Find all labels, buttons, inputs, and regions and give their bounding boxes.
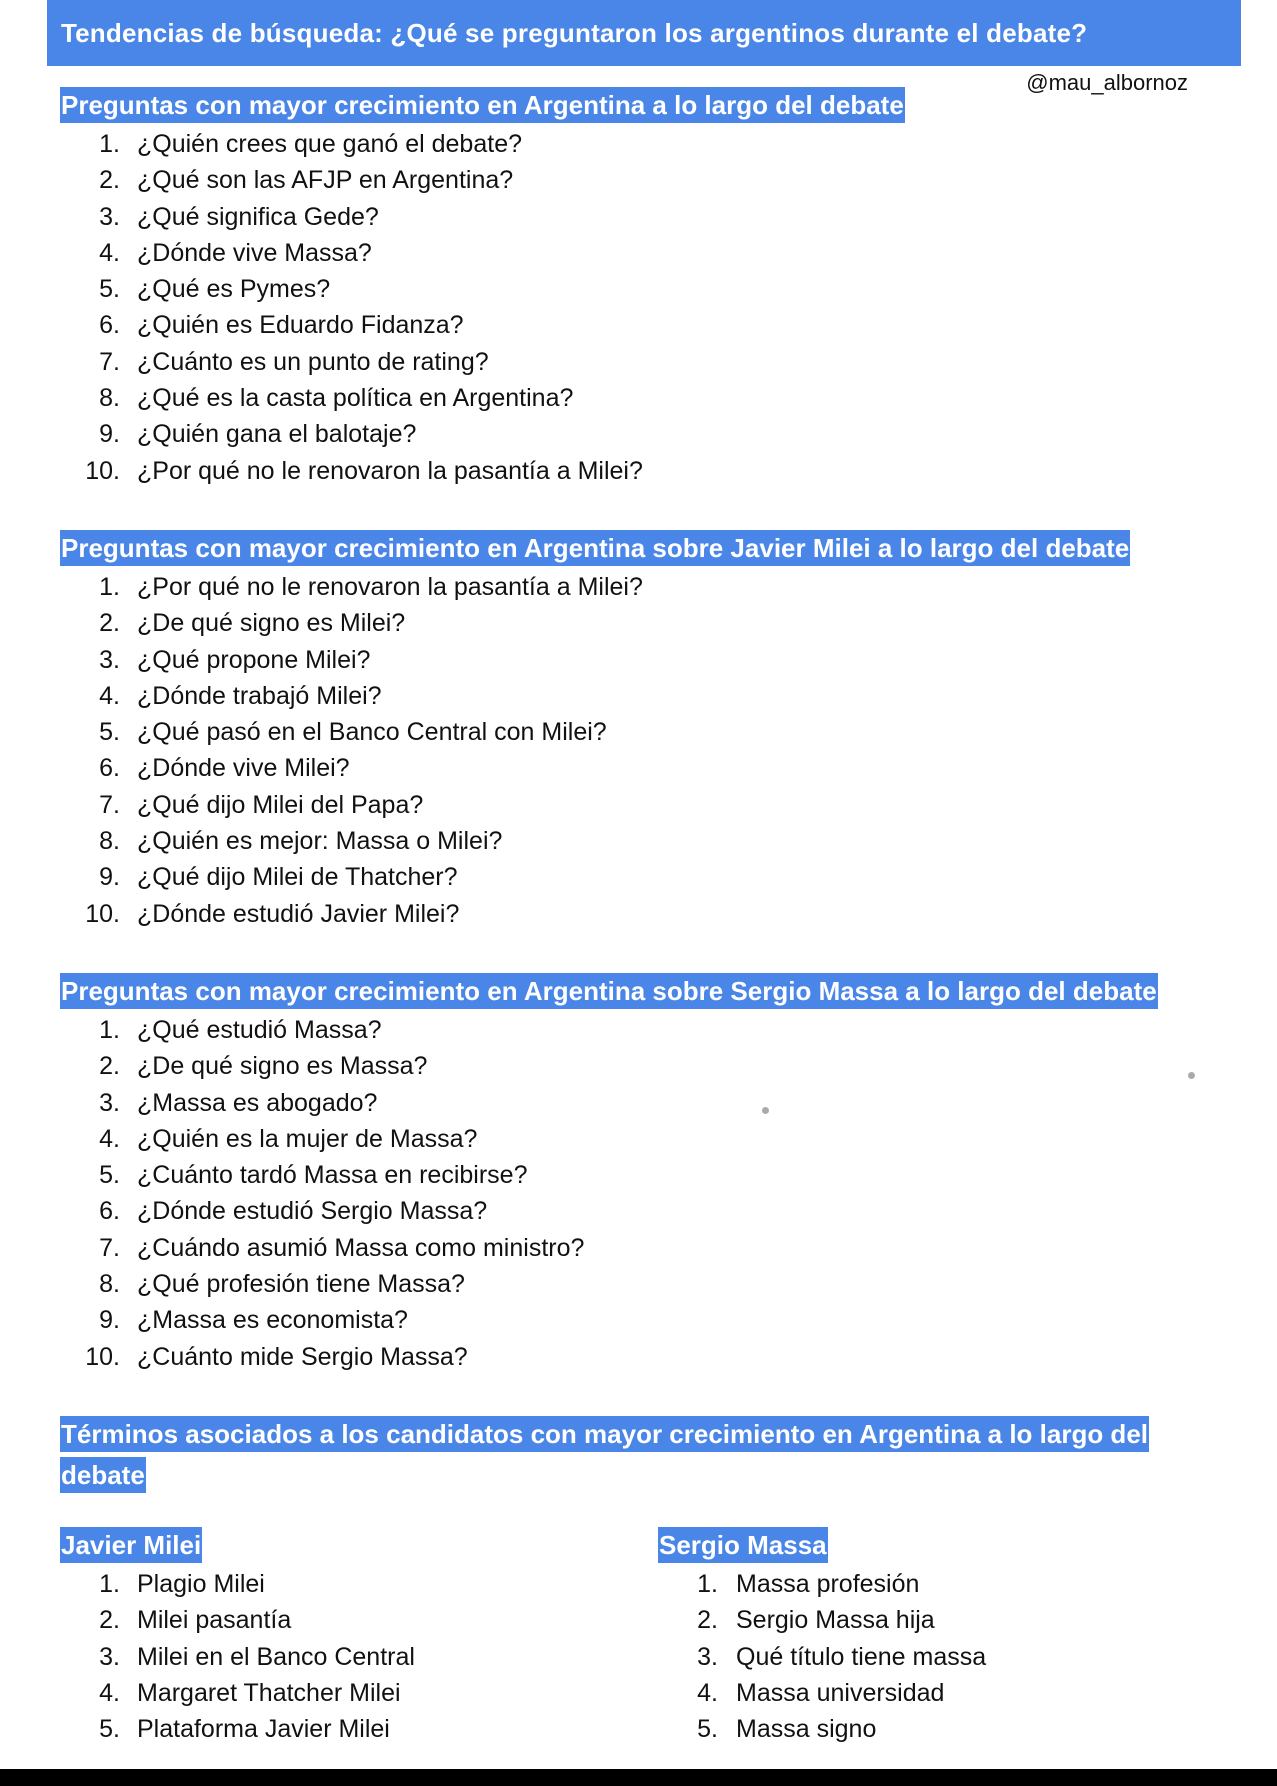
item-number: 5.	[99, 718, 120, 747]
item-text: ¿De qué signo es Massa?	[137, 1052, 428, 1081]
item-number: 2.	[697, 1606, 718, 1635]
section-heading: Preguntas con mayor crecimiento en Argentina sobre Sergio Massa a lo largo del debate	[60, 973, 1158, 1009]
section-heading: Términos asociados a los candidatos con mayor crecimiento en Argentina a lo largo del	[60, 1416, 1149, 1452]
item-text: Massa signo	[736, 1715, 877, 1744]
item-text: ¿Qué pasó en el Banco Central con Milei?	[137, 718, 607, 747]
item-text: ¿Cuánto tardó Massa en recibirse?	[137, 1161, 528, 1190]
item-text: ¿Quién es mejor: Massa o Milei?	[137, 827, 503, 856]
item-number: 7.	[99, 347, 120, 376]
item-text: ¿Qué es la casta política en Argentina?	[137, 384, 574, 413]
item-number: 4.	[99, 1124, 120, 1153]
page-title: Tendencias de búsqueda: ¿Qué se preguntaron los argentinos durante el debate?	[61, 18, 1088, 48]
item-text: ¿Qué son las AFJP en Argentina?	[137, 166, 514, 195]
milei-terms-heading: Javier Milei	[60, 1527, 202, 1563]
item-text: Massa universidad	[736, 1678, 945, 1707]
item-text: ¿Dónde trabajó Milei?	[137, 681, 382, 710]
item-number: 3.	[697, 1642, 718, 1671]
item-number: 1.	[99, 130, 120, 158]
item-number: 1.	[99, 573, 120, 601]
item-text: ¿Qué propone Milei?	[137, 645, 371, 674]
item-number: 3.	[99, 1642, 120, 1671]
massa-terms-heading: Sergio Massa	[658, 1527, 828, 1563]
item-text: ¿Cuándo asumió Massa como ministro?	[137, 1233, 585, 1262]
item-text: Margaret Thatcher Milei	[137, 1678, 401, 1707]
item-number: 8.	[99, 827, 120, 856]
item-number: 8.	[99, 384, 120, 413]
stray-dot	[762, 1107, 769, 1114]
item-text: ¿Qué dijo Milei de Thatcher?	[137, 863, 458, 892]
item-text: ¿Cuánto mide Sergio Massa?	[137, 1342, 468, 1371]
section-heading-continued: debate	[60, 1457, 146, 1493]
item-number: 9.	[99, 420, 120, 449]
item-text: ¿De qué signo es Milei?	[137, 609, 406, 638]
item-number: 10.	[85, 456, 120, 485]
item-number: 10.	[85, 1342, 120, 1371]
item-text: ¿Qué estudió Massa?	[137, 1016, 382, 1044]
item-text: ¿Dónde estudió Javier Milei?	[137, 899, 460, 928]
item-text: ¿Qué dijo Milei del Papa?	[137, 790, 424, 819]
item-text: ¿Dónde vive Milei?	[137, 754, 350, 783]
item-number: 4.	[99, 238, 120, 267]
item-number: 8.	[99, 1270, 120, 1299]
section-heading: Preguntas con mayor crecimiento en Argentina sobre Javier Milei a lo largo del debate	[60, 530, 1130, 566]
item-text: ¿Massa es abogado?	[137, 1088, 378, 1117]
author-handle: @mau_albornoz	[1026, 70, 1188, 95]
item-text: Qué título tiene massa	[736, 1642, 987, 1671]
item-text: ¿Quién es la mujer de Massa?	[137, 1124, 478, 1153]
item-number: 1.	[99, 1570, 120, 1598]
item-number: 7.	[99, 1233, 120, 1262]
item-text: ¿Qué significa Gede?	[137, 202, 379, 231]
item-number: 10.	[85, 899, 120, 928]
item-text: ¿Qué es Pymes?	[137, 275, 331, 304]
item-text: ¿Por qué no le renovaron la pasantía a Milei?	[137, 573, 643, 601]
item-number: 4.	[99, 1678, 120, 1707]
item-text: ¿Dónde vive Massa?	[137, 238, 372, 267]
item-text: ¿Dónde estudió Sergio Massa?	[137, 1197, 488, 1226]
item-number: 1.	[697, 1570, 718, 1598]
item-number: 3.	[99, 1088, 120, 1117]
item-text: Milei pasantía	[137, 1606, 292, 1635]
item-number: 6.	[99, 1197, 120, 1226]
item-number: 2.	[99, 1052, 120, 1081]
item-text: Massa profesión	[736, 1570, 920, 1598]
item-text: ¿Quién es Eduardo Fidanza?	[137, 311, 464, 340]
item-number: 1.	[99, 1016, 120, 1044]
item-number: 3.	[99, 645, 120, 674]
item-text: Plataforma Javier Milei	[137, 1715, 390, 1744]
item-number: 6.	[99, 754, 120, 783]
item-number: 4.	[697, 1678, 718, 1707]
item-number: 3.	[99, 202, 120, 231]
item-text: ¿Quién crees que ganó el debate?	[137, 130, 522, 158]
item-text: ¿Massa es economista?	[137, 1306, 408, 1335]
item-number: 2.	[99, 1606, 120, 1635]
section-heading: Preguntas con mayor crecimiento en Argentina a lo largo del debate	[60, 87, 905, 123]
item-text: ¿Cuánto es un punto de rating?	[137, 347, 489, 376]
stray-dot	[1188, 1072, 1195, 1079]
item-text: Sergio Massa hija	[736, 1606, 935, 1635]
item-number: 9.	[99, 863, 120, 892]
item-number: 2.	[99, 609, 120, 638]
item-number: 9.	[99, 1306, 120, 1335]
item-number: 5.	[99, 275, 120, 304]
item-text: Milei en el Banco Central	[137, 1642, 415, 1671]
item-number: 2.	[99, 166, 120, 195]
item-number: 7.	[99, 790, 120, 819]
item-text: ¿Qué profesión tiene Massa?	[137, 1270, 465, 1299]
bottom-bar	[0, 1769, 1277, 1786]
item-number: 5.	[99, 1715, 120, 1744]
item-number: 5.	[697, 1715, 718, 1744]
item-number: 5.	[99, 1161, 120, 1190]
item-number: 4.	[99, 681, 120, 710]
item-text: ¿Por qué no le renovaron la pasantía a Milei?	[137, 456, 643, 485]
item-text: ¿Quién gana el balotaje?	[137, 420, 417, 449]
item-text: Plagio Milei	[137, 1570, 265, 1598]
item-number: 6.	[99, 311, 120, 340]
title-banner	[47, 0, 1241, 66]
